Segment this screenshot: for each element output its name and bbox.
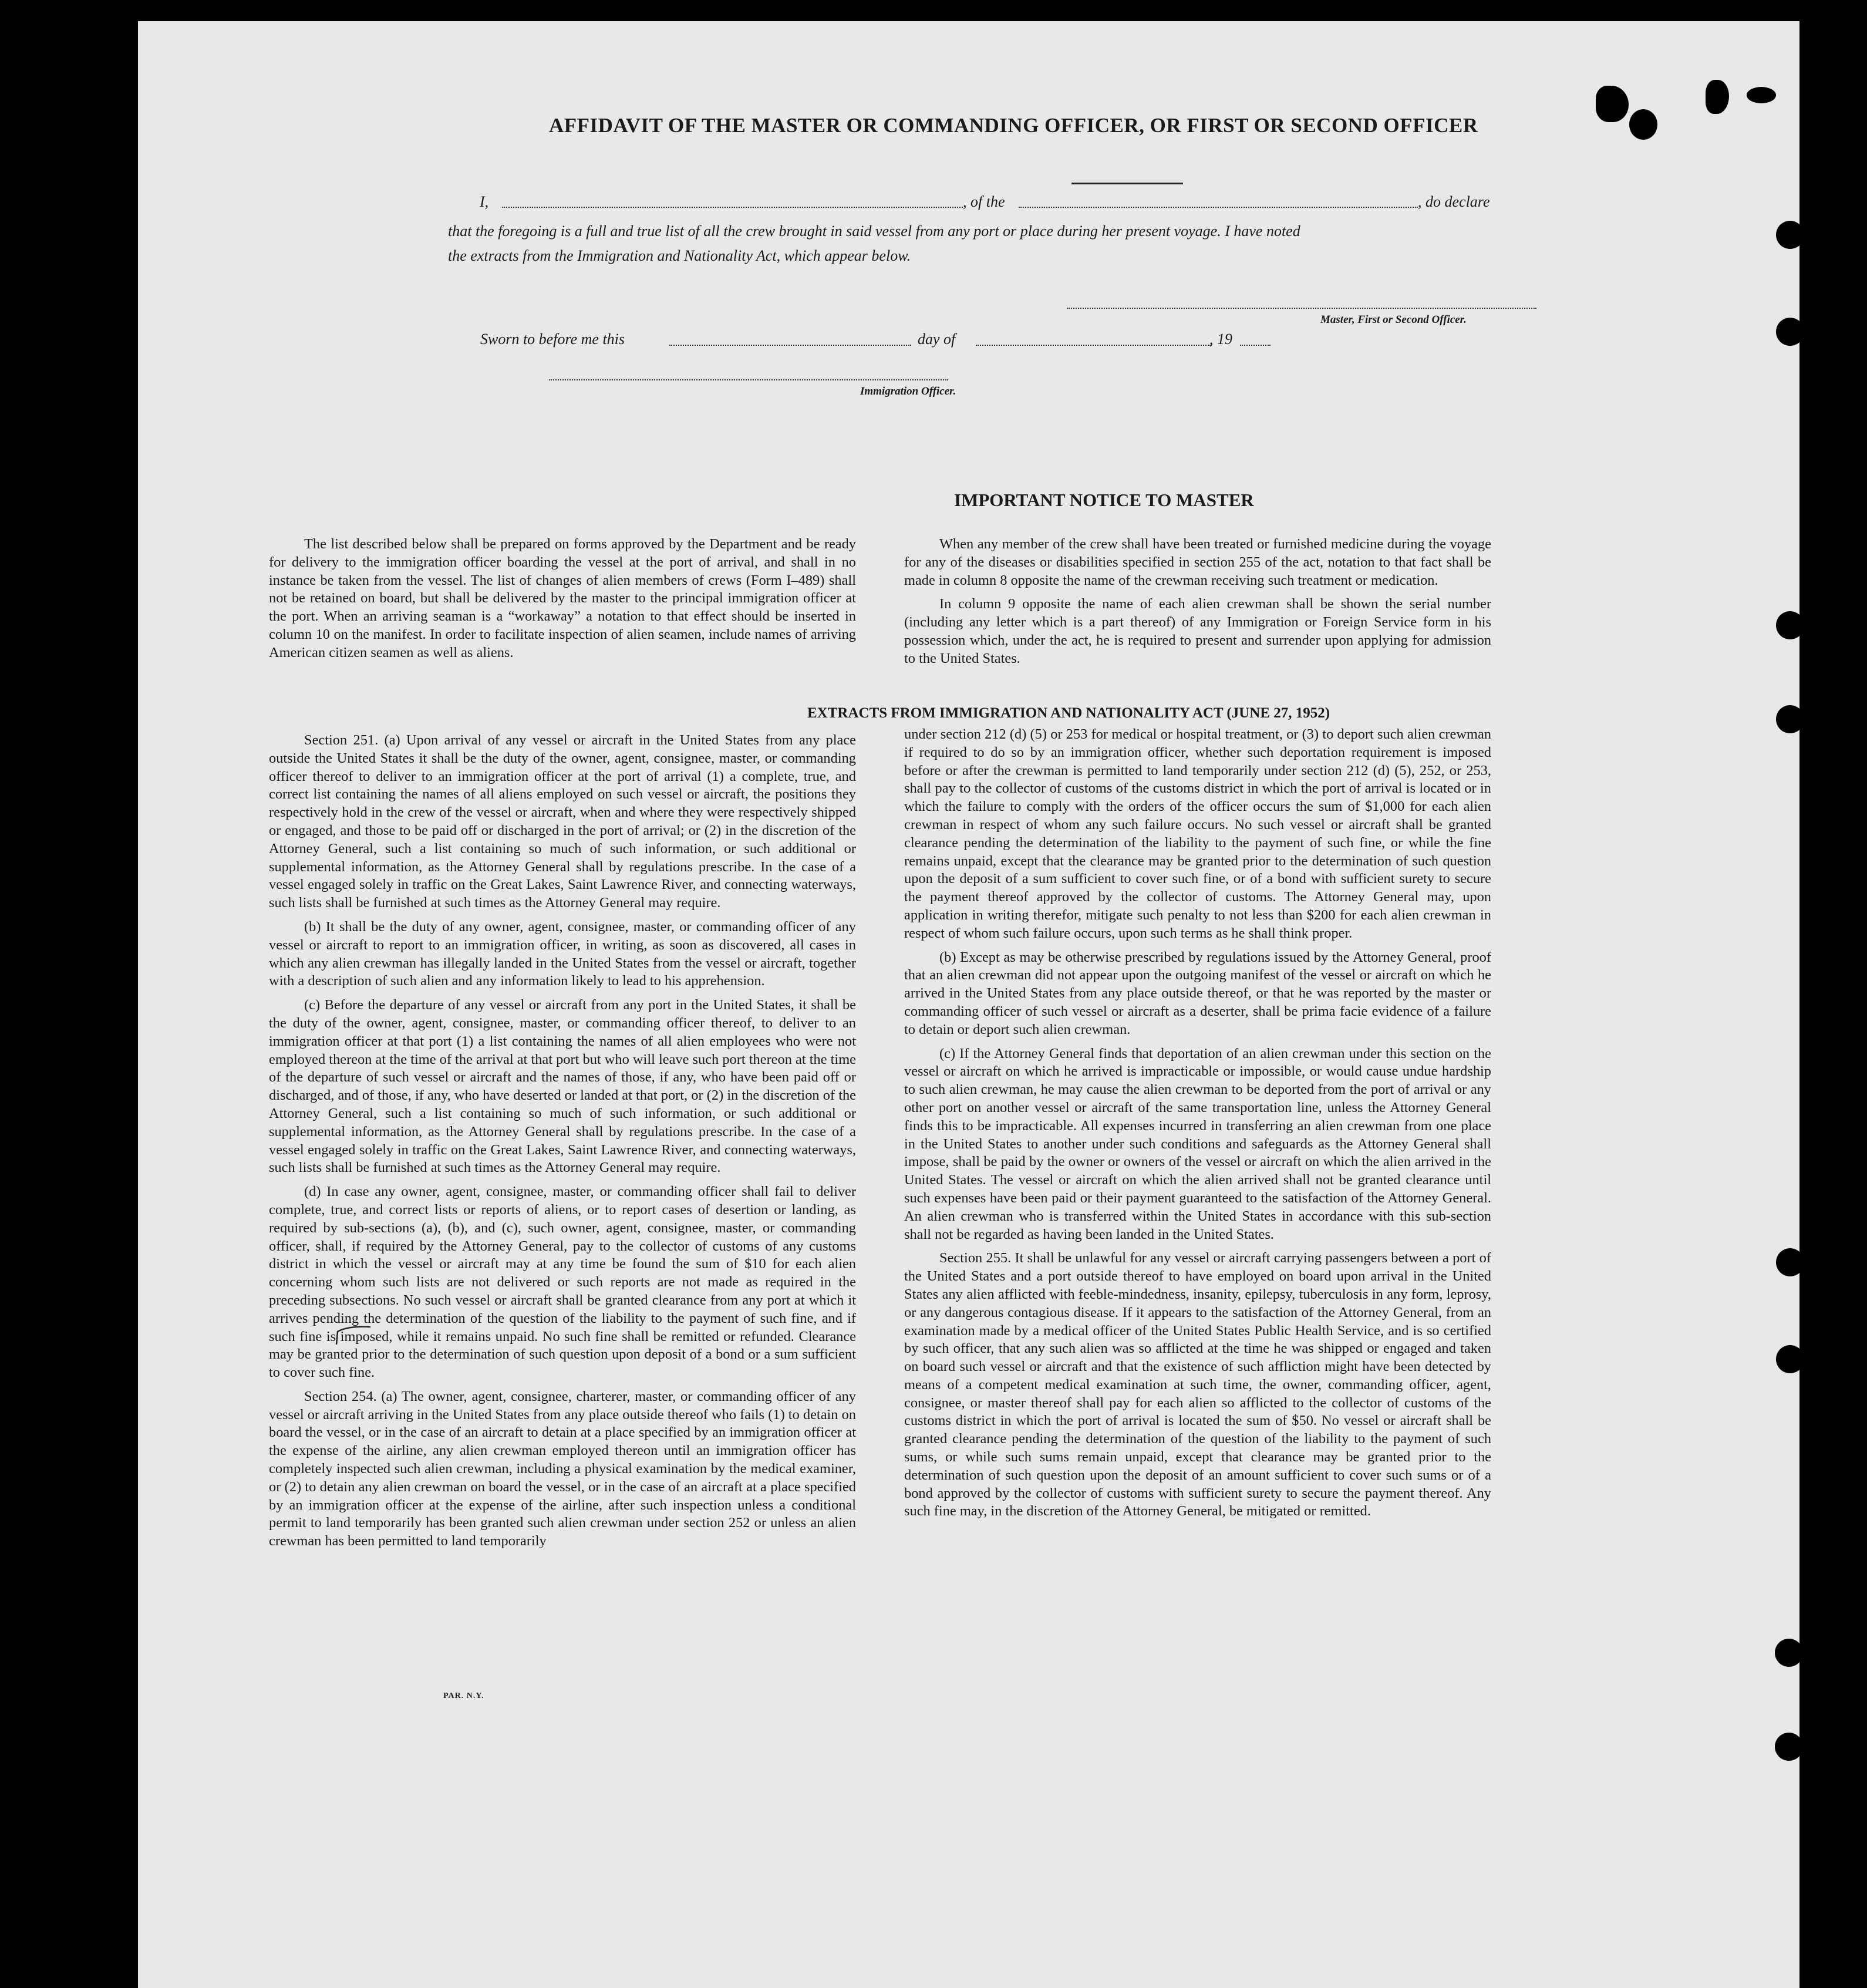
document-page (138, 21, 1799, 1988)
notice-right-paragraph-1: When any member of the crew shall have been treated or furnished medicine during the voyage for any of the diseases or disabilities specified in section 255 of the act, notation to that fact shall be made in column 8 opposite the name of the crewman receiving such treatment or medication. (904, 536, 1491, 588)
punch-hole (1776, 318, 1804, 346)
extract-section-254a-continued: under section 212 (d) (5) or 253 for medical or hospital treatment, or (3) to deport such alien crewman if required to do so by an immigration officer, whether such deportation requirement is imposed before or after the crewman is permitted to land temporarily under section 212 (d) (5), 252, or 253, shall pay to the collector of customs of the customs district in which the port of arrival is located or in which the failure to comply with the orders of the officer occurs the sum of $1,000 for each alien crewman in respect of whom any such failure occurs. No such vessel or aircraft shall be granted clearance pending the determination of the liability to the payment of such fine, or while the fine remains unpaid, except that the clearance may be granted prior to the determination of such question upon the deposit of a sum sufficient to cover such fine, or of a bond with sufficient surety to secure the payment thereof approved by the collector of customs. The Attorney General may, upon application in writing therefor, mitigate such penalty to not less than $200 for each alien crewman in respect of whom such failure occurs, upon such terms as he shall think proper. (904, 726, 1491, 941)
officer-signature-field[interactable] (549, 379, 948, 380)
printer-mark: PAR. N.Y. (443, 1692, 484, 1700)
officer-signature-caption: Immigration Officer. (860, 385, 956, 397)
extract-section-251a: Section 251. (a) Upon arrival of any vessel or aircraft in the United States from any place outside the United States it shall be the duty of the owner, agent, consignee, master, or commanding officer thereof to deliver to an immigration officer at the port of arrival (1) a complete, true, and correct list containing the names of all aliens employed on such vessel or aircraft, the positions they respectively hold in the crew of the vessel or aircraft, when and where they were respectively shipped or engaged, and those to be paid off or discharged in the port of arrival; or (2) in the discretion of the Attorney General, such a list containing so much of such information, or such additional or supplemental information, as the Attorney General shall by regulations prescribe. In the case of a vessel engaged solely in traffic on the Great Lakes, Saint Lawrence River, and connecting waterways, such lists shall be furnished at such times as the Attorney General may require. (269, 732, 856, 911)
punch-hole (1775, 1639, 1803, 1667)
sworn-year-field[interactable] (1240, 345, 1270, 346)
declaration-line-3: the extracts from the Immigration and Nationality Act, which appear below. (448, 247, 911, 264)
extract-section-254c: (c) If the Attorney General finds that deportation of an alien crewman under this section on the vessel or aircraft on which he arrived is impracticable or impossible, or would cause undue hardship to such alien crewman, he may cause the alien crewman to be deported from the port of arrival or any other port on another vessel or aircraft of the same transportation line, unless the Attorney General finds this to be impracticable. All expenses incurred in transferring an alien crewman from one place in the United States to another under such conditions and safeguards as the Attorney General shall impose, shall be paid by the owner or owners of the vessel or aircraft on which the alien arrived in the United States. The vessel or aircraft on which the alien arrived shall not be granted clearance until such expenses have been paid or their payment guaranteed to the satisfaction of the Attorney General. An alien crewman who is transferred within the United States in accordance with this sub-section shall not be regarded as having been landed in the United States. (904, 1045, 1491, 1242)
decl-of-the-label: , of the (963, 193, 1005, 210)
extract-section-254a: Section 254. (a) The owner, agent, consignee, charterer, master, or commanding officer of any vessel or aircraft arriving in the United States from any place outside thereof who fails (1) to detain on board the vessel, or in the case of an aircraft to detain at a place specified by an immigration officer at the expense of the airline, any alien crewman employed thereon until an immigration officer has completely inspected such alien crewman, including a physical examination by the medical examiner, or (2) to detain any alien crewman on board the vessel, or in the case of an aircraft at a place specified by an immigration officer at the expense of the airline, after such inspection unless a conditional permit to land temporarily has been granted such alien crewman under section 252 or unless an alien crewman has been permitted to land temporarily (269, 1388, 856, 1549)
punch-hole (1776, 1345, 1804, 1373)
punch-hole (1776, 1248, 1804, 1276)
notice-title: IMPORTANT NOTICE TO MASTER (954, 490, 1254, 510)
year-label: , 19 (1209, 331, 1232, 348)
notice-right-paragraph-2: In column 9 opposite the name of each alien crewman shall be shown the serial number (including any letter which is a part thereof) of any Immigration or Foreign Service form in his possession which, under the act, he is required to present and surrender upon applying for admission to the United States. (904, 596, 1491, 666)
pen-mark (325, 1323, 372, 1347)
extract-section-251c: (c) Before the departure of any vessel or aircraft from any port in the United States, it shall be the duty of the owner, agent, consignee, master, or commanding officer thereof, to deliver to an immigration officer at that port (1) a list containing the names of all alien employees who were not employed thereon at the time of the arrival at that port but who will leave such port thereon at the time of the departure of such vessel or aircraft and the names of those, if any, who have been paid off or discharged, and of those, if any, who have deserted or landed at that port, or (2) in the discretion of the Attorney General, such a list containing so much of such information, or such additional or supplemental information, as the Attorney General shall by regulations prescribe. In the case of a vessel engaged solely in traffic on the Great Lakes, Saint Lawrence River, and connecting waterways, such lists shall be furnished at such times as the Attorney General may require. (269, 997, 856, 1176)
decl-do-declare-label: , do declare (1418, 193, 1490, 210)
notice-left-column (269, 535, 856, 668)
ink-smudge (1706, 80, 1729, 114)
affidavit-title: AFFIDAVIT OF THE MASTER OR COMMANDING OFFICER, OR FIRST OR SECOND OFFICER (549, 114, 1478, 137)
punch-hole (1776, 221, 1804, 249)
decl-i-label: I, (480, 193, 489, 210)
sworn-label: Sworn to before me this (480, 331, 625, 348)
ink-smudge (1747, 87, 1776, 103)
sworn-day-field[interactable] (669, 345, 911, 346)
notice-left-paragraph: The list described below shall be prepared on forms approved by the Department and be ready for delivery to the immigration officer boarding the vessel at the port of arrival, and shall in no instance be taken from the vessel. The list of changes of alien members of crews (Form I–489) shall not be retained on board, but shall be delivered by the master to the principal immigration officer at the port. When an arriving seaman is a “workaway” a notation to that effect should be inserted in column 10 on the manifest. In order to facilitate inspection of alien seamen, include names of arriving American citizen seamen as well as aliens. (269, 536, 856, 661)
master-signature-caption: Master, First or Second Officer. (1320, 314, 1467, 326)
punch-hole (1775, 1733, 1803, 1761)
declaration-line-2: that the foregoing is a full and true list of all the crew brought in said vessel from any port or place during her present voyage. I have noted (448, 223, 1300, 240)
extracts-left-column (269, 732, 856, 1556)
master-signature-field[interactable] (1067, 308, 1536, 309)
punch-hole (1776, 705, 1804, 733)
extract-section-251d: (d) In case any owner, agent, consignee, master, or commanding officer shall fail to deliver complete, true, and correct lists or reports of aliens, or to report cases of desertion or landing, as required by sub-sections (a), (b), and (c), such owner, agent, consignee, master, or commanding officer, shall, if required by the Attorney General, pay to the collector of customs of any customs district in which the vessel or aircraft may at any time be found the sum of $10 for each alien concerning whom such lists are not delivered or such reports are not made as required in the preceding subsections. No such vessel or aircraft shall be granted clearance from any port at which it arrives pending the determination of the question of the liability to the payment of such fine, and if such fine is imposed, while it remains unpaid. No such fine shall be remitted or refunded. Clearance may be granted prior to the determination of such question upon deposit of a bond or a sum sufficient to cover such fine. (269, 1184, 856, 1381)
notice-right-column (904, 535, 1491, 674)
name-field[interactable] (502, 207, 963, 208)
extract-section-251b: (b) It shall be the duty of any owner, agent, consignee, master, or commanding officer of any vessel or aircraft to report to an immigration officer, in writing, as soon as discovered, all cases in which any alien crewman has illegally landed in the United States from the vessel or aircraft, together with a description of such alien and any information likely to lead to his apprehension. (269, 918, 856, 989)
vessel-field[interactable] (1019, 207, 1418, 208)
extracts-title: EXTRACTS FROM IMMIGRATION AND NATIONALITY ACT (JUNE 27, 1952) (807, 705, 1330, 721)
title-divider (1071, 183, 1183, 184)
extract-section-254b: (b) Except as may be otherwise prescribed by regulations issued by the Attorney General, proof that an alien crewman did not appear upon the outgoing manifest of the vessel or aircraft on which he arrived in the United States from any place outside thereof, or that he was reported by the master or commanding officer of such vessel or aircraft as a deserter, shall be prima facie evidence of a failure to detain or deport such alien crewman. (904, 949, 1491, 1037)
day-of-label: day of (918, 331, 956, 348)
punch-hole (1776, 611, 1804, 639)
extract-section-255: Section 255. It shall be unlawful for any vessel or aircraft carrying passengers between a port of the United States and a port outside thereof to have employed on board upon arrival in the United States any alien afflicted with feeble-mindedness, insanity, epilepsy, tuberculosis in any form, leprosy, or any dangerous contagious disease. If it appears to the satisfaction of the Attorney General, from an examination made by a medical officer of the United States Public Health Service, and is so certified by such officer, that any such alien was so afflicted at the time he was shipped or engaged and taken on board such vessel or aircraft and that the existence of such affliction might have been detected by means of a competent medical examination at such time, the owner, commanding officer, agent, consignee, or master thereof shall pay for each alien so afflicted to the collector of customs of the customs district in which the port of arrival is located the sum of $50. No vessel or aircraft shall be granted clearance pending the determination of the question of the liability to the payment of such sums, or while such sums remain unpaid, except that clearance may be granted prior to the determination of such question upon the deposit of an amount sufficient to cover such sums or of a bond approved by the collector of customs with sufficient surety to secure the payment thereof. Any such fine may, in the discretion of the Attorney General, be mitigated or remitted. (904, 1250, 1491, 1519)
extracts-right-column (904, 726, 1491, 1527)
sworn-month-field[interactable] (976, 345, 1211, 346)
